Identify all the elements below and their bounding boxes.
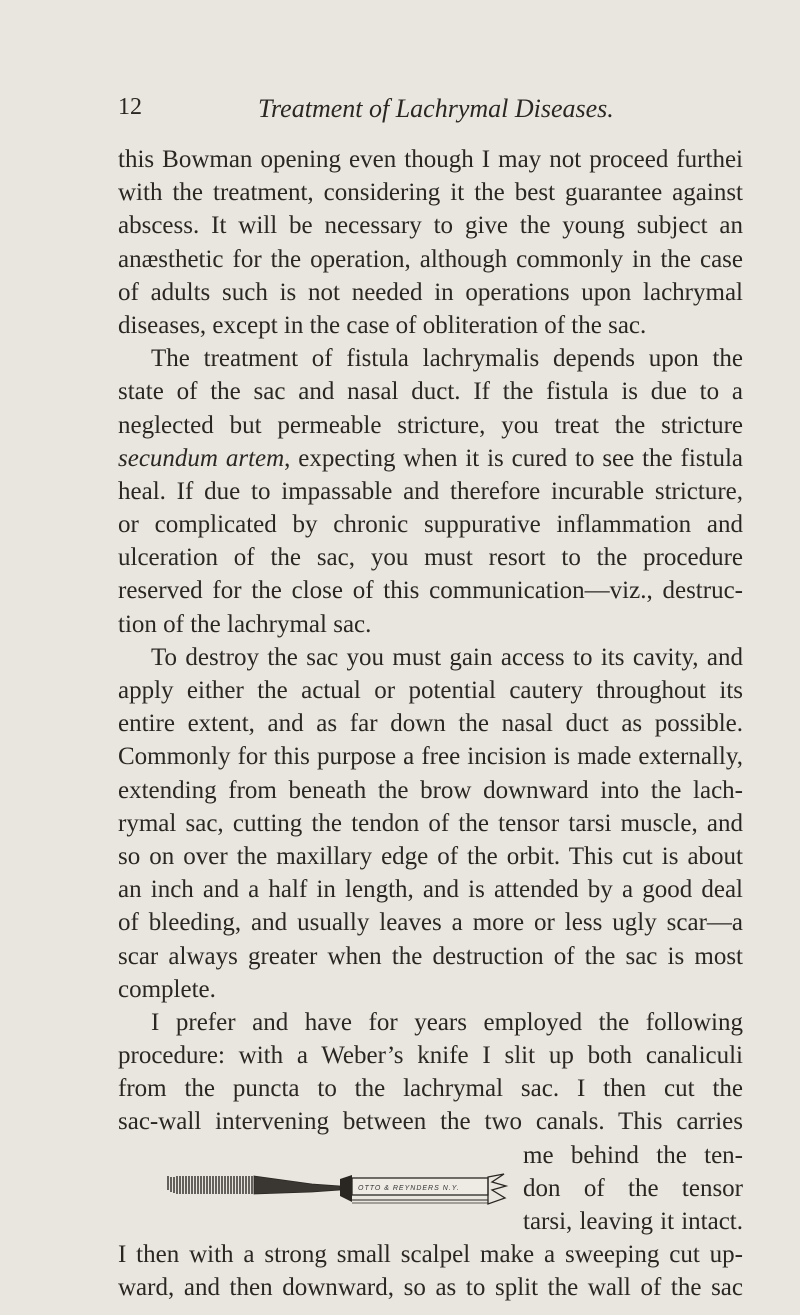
- knife-handle-taper: [254, 1176, 340, 1194]
- text-line: me behind the ten-: [523, 1141, 743, 1169]
- text-line: heal. If due to impassable and therefore incurable stricture,: [118, 477, 743, 505]
- text-line: anæsthetic for the operation, although commonly in the case: [118, 245, 743, 273]
- knife-handle-knurling: [168, 1176, 252, 1194]
- text-line: Commonly for this purpose a free incision is made externally,: [118, 743, 743, 771]
- text-line: of adults such is not needed in operations upon lachrymal: [118, 278, 743, 306]
- knife-bolster: [340, 1175, 352, 1202]
- text-line: scar always greater when the destruction of the sac is most: [118, 942, 743, 970]
- text-line: extending from beneath the brow downward into the lach-: [118, 776, 743, 804]
- text-line: abscess. It will be necessary to give the young subject an: [118, 212, 743, 240]
- weber-knife-illustration: [162, 1170, 522, 1210]
- text-line: of bleeding, and usually leaves a more or less ugly scar—a: [118, 909, 743, 937]
- text-line: an inch and a half in length, and is attended by a good deal: [118, 876, 743, 904]
- page-number: 12: [118, 94, 142, 120]
- text-fragment: , expecting when it is cured to see the fistula: [284, 444, 743, 472]
- body-text: [118, 143, 743, 1305]
- text-line: ulceration of the sac, you must resort to the procedure: [118, 544, 743, 572]
- text-line: neglected but permeable stricture, you treat the stricture: [118, 411, 743, 439]
- text-line: with the treatment, considering it the best guarantee against: [118, 179, 743, 207]
- text-line: apply either the actual or potential cautery throughout its: [118, 677, 743, 704]
- text-line: I then with a strong small scalpel make a sweeping cut up-: [118, 1241, 743, 1269]
- text-line: To destroy the sac you must gain access to its cavity, and: [151, 643, 743, 671]
- text-line: reserved for the close of this communication—viz., destruc-: [118, 577, 743, 605]
- maker-label: OTTO & REYNDERS N.Y.: [358, 1185, 460, 1192]
- text-line: so on over the maxillary edge of the orbit. This cut is about: [118, 842, 743, 870]
- text-line: this Bowman opening even though I may not proceed furthei: [118, 146, 743, 173]
- knife-blade-tip: [488, 1174, 506, 1204]
- text-line: diseases, except in the case of obliteration of the sac.: [118, 311, 647, 339]
- text-line: ward, and then downward, so as to split the wall of the sac: [118, 1274, 743, 1302]
- text-line: tarsi, leaving it intact.: [523, 1208, 743, 1235]
- text-line: [118, 442, 743, 475]
- text-line: complete.: [118, 975, 216, 1003]
- text-line: I prefer and have for years employed the following: [151, 1008, 743, 1036]
- text-line: rymal sac, cutting the tendon of the tensor tarsi muscle, and: [118, 809, 743, 837]
- running-title: Treatment of Lachrymal Diseases.: [258, 94, 614, 123]
- latin-phrase: secundum artem: [118, 444, 285, 472]
- text-line: tion of the lachrymal sac.: [118, 610, 372, 638]
- page-header: [118, 94, 738, 128]
- text-line: from the puncta to the lachrymal sac. I then cut the: [118, 1075, 743, 1103]
- text-line: don of the tensor: [523, 1174, 743, 1202]
- text-line: The treatment of fistula lachrymalis depends upon the: [151, 345, 743, 373]
- text-line: or complicated by chronic suppurative inflammation and: [118, 511, 743, 539]
- text-line: entire extent, and as far down the nasal duct as possible.: [118, 710, 743, 738]
- text-line: sac-wall intervening between the two canals. This carries: [118, 1108, 743, 1136]
- text-line: procedure: with a Weber’s knife I slit up both canaliculi: [118, 1042, 743, 1070]
- text-line: state of the sac and nasal duct. If the fistula is due to a: [118, 378, 743, 406]
